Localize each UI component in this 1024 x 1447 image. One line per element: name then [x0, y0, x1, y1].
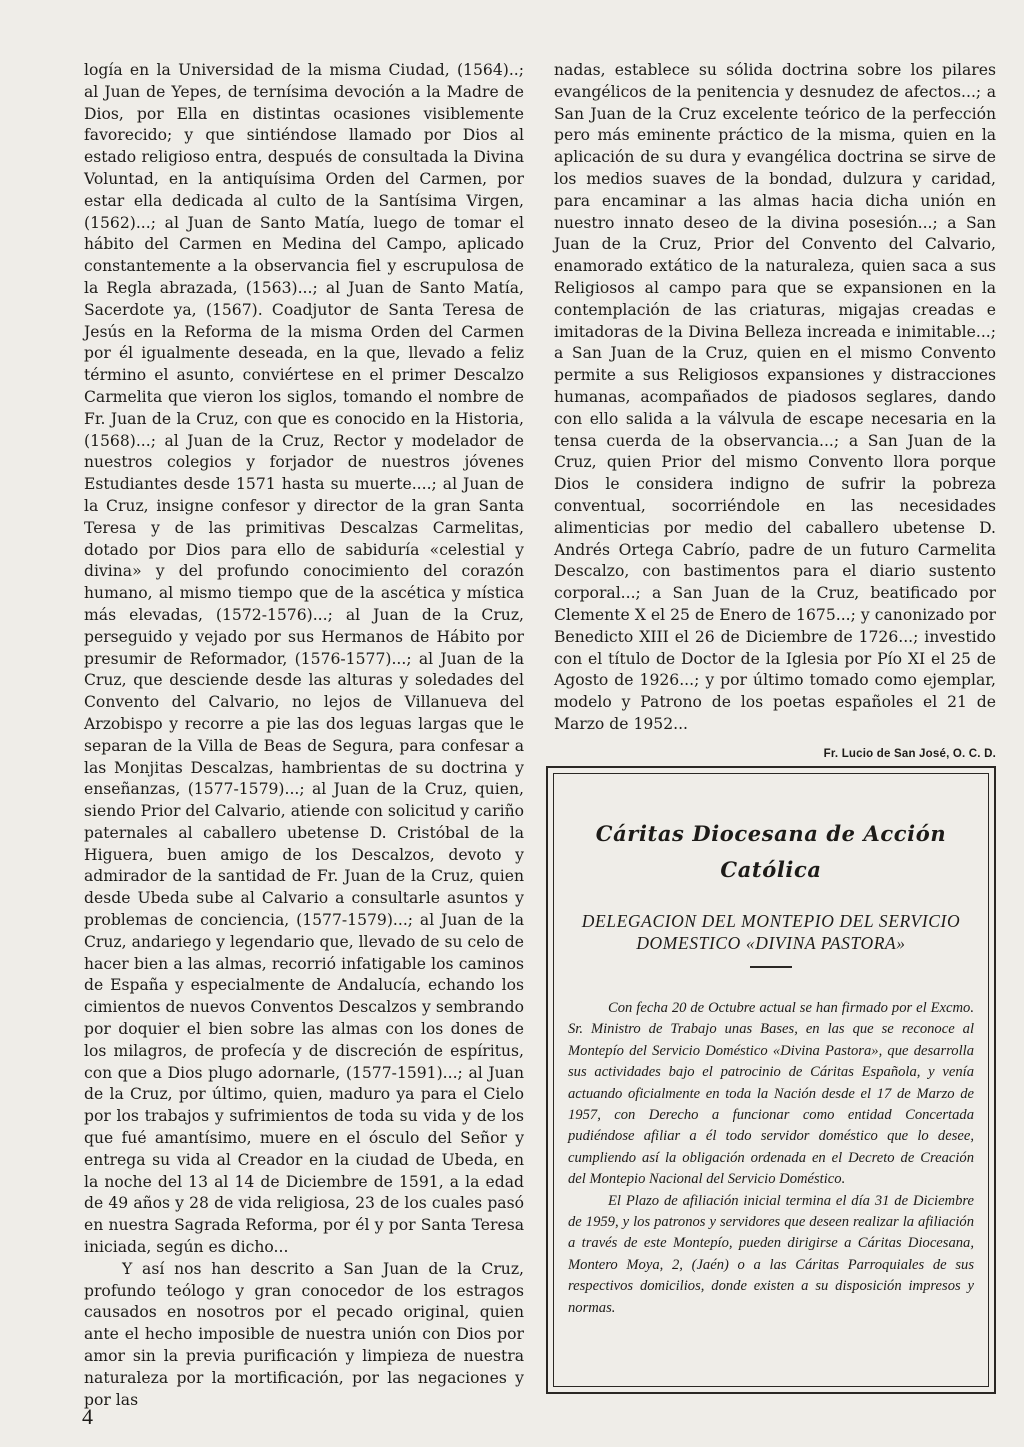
- page-number: 4: [82, 1404, 93, 1429]
- caritas-subtitle: DELEGACION DEL MONTEPIO DEL SERVICIO DOMESTICO «DIVINA PASTORA»: [581, 911, 961, 953]
- caritas-notice-box: [546, 766, 996, 1394]
- caritas-paragraph-2: El Plazo de afiliación inicial termina el día 31 de Diciembre de 1959, y los patronos y servidores que deseen realizar la afiliación a través de este Montepío, pueden dirigirse a Cáritas Diocesana, Montero Moya, 2, (Jaén) o a las Cáritas Parroquiales de sus respectivos domicilios, donde existen a su disposición impresos y normas.: [568, 1192, 974, 1316]
- caritas-paragraph-1: Con fecha 20 de Octubre actual se han firmado por el Excmo. Sr. Ministro de Trabajo unas Bases, en las que se reconoce al Montepío del Servicio Doméstico «Divina Pastora», que desarrolla sus actividades bajo el patrocinio de Cáritas Española, y venía actuando oficialmente en toda la Nación desde el 17 de Marzo de 1957, con Derecho a funcionar como entidad Concertada pudiéndose afiliar a él todo servidor doméstico que lo desee, cumpliendo así la obligación ordenada en el Decreto de Creación del Montepio Nacional del Servicio Doméstico.: [568, 1000, 974, 1188]
- caritas-title: Cáritas Diocesana de Acción Católica: [595, 821, 947, 882]
- left-paragraph-1: logía en la Universidad de la misma Ciudad, (1564)..; al Juan de Yepes, de ternísima devoción a la Madre de Dios, por Ella en distintas ocasiones visiblemente favorecido; y que sintiéndose llamado por Dios al estado religioso entra, después de consultada la Divina Voluntad, en la antiquísima Orden del Carmen, por estar ella dedicada al culto de la Santísima Virgen, (1562)...; al Juan de Santo Matía, luego de tomar el hábito del Carmen en Medina del Campo, aplicado constantemente a la observancia fiel y escrupulosa de la Regla abrazada, (1563)...; al Juan de Santo Matía, Sacerdote ya, (1567). Coadjutor de Santa Teresa de Jesús en la Reforma de la misma Orden del Carmen por él igualmente deseada, en la que, llevado a feliz término el asunto, conviértese en el primer Descalzo Carmelita que vieron los siglos, tomando el nombre de Fr. Juan de la Cruz, con que es conocido en la Historia, (1568)...; al Juan de la Cruz, Rector y modelador de nuestros colegios y forjador de nuestros jóvenes Estudiantes desde 1571 hasta su muerte....; al Juan de la Cruz, insigne confesor y director de la gran Santa Teresa y de las primitivas Descalzas Carmelitas, dotado por Dios para ello de sabiduría «celestial y divina» y del profundo conocimiento del corazón humano, al mismo tiempo que de la ascética y mística más elevadas, (1572-1576)...; al Juan de la Cruz, perseguido y vejado por sus Hermanos de Hábito por presumir de Reformador, (1576-1577)...; al Juan de la Cruz, que desciende desde las alturas y soledades del Convento del Calvario, no lejos de Villanueva del Arzobispo y recorre a pie las dos leguas largas que le separan de la Villa de Beas de Segura, para confesar a las Monjitas Descalzas, hambrientas de su doctrina y enseñanzas, (1577-1579)...; al Juan de la Cruz, quien, siendo Prior del Calvario, atiende con solicitud y cariño paternales al caballero ubetense D. Cristóbal de la Higuera, buen amigo de los Descalzos, devoto y admirador de la santidad de Fr. Juan de la Cruz, quien desde Ubeda sube al Calvario a consultarle asuntos y problemas de conciencia, (1577-1579)...; al Juan de la Cruz, andariego y legendario que, llevado de su celo de hacer bien a las almas, recorrió infatigable los caminos de España y especialmente de Andalucía, echando los cimientos de nuevos Conventos Descalzos y sembrando por doquier el bien sobre las almas con los dones de los milagros, de profecía y de discreción de espíritus, con que a Dios plugo adornarle, (1577-1591)...; al Juan de la Cruz, por último, quien, maduro ya para el Cielo por los trabajos y sufrimientos de toda su vida y de los que fué amantísimo, muere en el ósculo del Señor y entrega su vida al Creador en la ciudad de Ubeda, en la noche del 13 al 14 de Diciembre de 1591, a la edad de 49 años y 28 de vida religiosa, 23 de los cuales pasó en nuestra Sagrada Reforma, por él y por Santa Teresa iniciada, según es dicho...: [84, 61, 524, 1257]
- caritas-inner-frame: [553, 773, 989, 1387]
- left-text-column: [84, 60, 524, 1411]
- author-signature: Fr. Lucio de San José, O. C. D.: [823, 747, 996, 760]
- right-text-column: [554, 60, 996, 766]
- title-divider: [750, 966, 792, 968]
- right-paragraph-1: nadas, establece su sólida doctrina sobre los pilares evangélicos de la penitencia y desnudez de afectos...; a San Juan de la Cruz excelente teórico de la perfección pero más eminente práctico de la misma, quien en la aplicación de su dura y evangélica doctrina se sirve de los medios suaves de la bondad, dulzura y caridad, para encaminar a las almas hacia dicha unión en nuestro innato deseo de la divina posesión...; a San Juan de la Cruz, Prior del Convento del Calvario, enamorado extático de la naturaleza, quien saca a sus Religiosos al campo para que se expansionen en la contemplación de las criaturas, migajas creadas e imitadoras de la Divina Belleza increada e inimitable...; a San Juan de la Cruz, quien en el mismo Convento permite a sus Religiosos expansiones y distracciones humanas, acompañados de piadosos seglares, dando con ello salida a la válvula de escape necesaria en la tensa cuerda de la observancia...; a San Juan de la Cruz, quien Prior del mismo Convento llora porque Dios le considera indigno de sufrir la pobreza conventual, socorriéndole en las necesidades alimenticias por medio del caballero ubetense D. Andrés Ortega Cabrío, padre de un futuro Carmelita Descalzo, con bastimentos para el diario sustento corporal...; a San Juan de la Cruz, beatificado por Clemente X el 25 de Enero de 1675...; y canonizado por Benedicto XIII el 26 de Diciembre de 1726...; investido con el título de Doctor de la Iglesia por Pío XI el 25 de Agosto de 1926...; y por último tomado como ejemplar, modelo y Patrono de los poetas españoles el 21 de Marzo de 1952...: [554, 61, 996, 733]
- caritas-body: [568, 998, 974, 1319]
- left-paragraph-2: Y así nos han descrito a San Juan de la Cruz, profundo teólogo y gran conocedor de los estragos causados en nosotros por el pecado original, quien ante el hecho imposible de nuestra unión con Dios por amor sin la previa purificación y limpieza de nuestra naturaleza por la mortificación, por las negaciones y por las: [84, 1259, 524, 1409]
